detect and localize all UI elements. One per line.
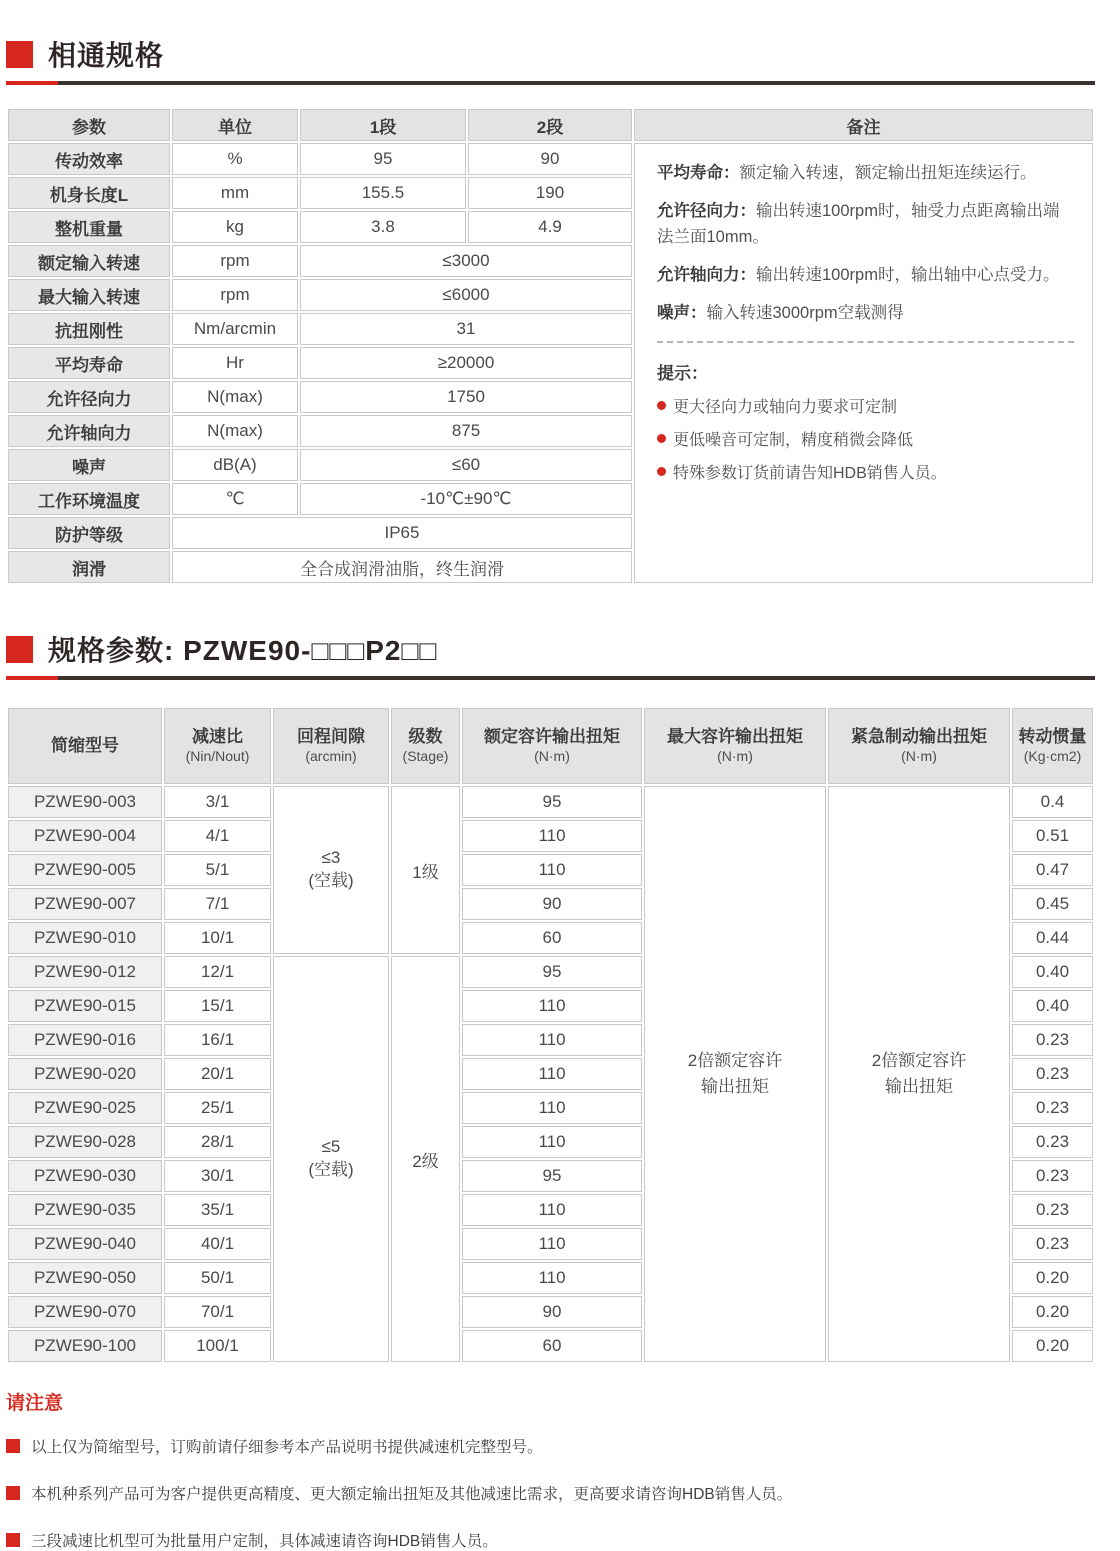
cell-inertia: 0.44 <box>1012 922 1093 954</box>
cell-inertia: 0.51 <box>1012 820 1093 852</box>
header-main: 简缩型号 <box>51 735 119 755</box>
cell-value: ≤60 <box>300 449 632 481</box>
cell-seg2: 190 <box>468 177 632 209</box>
cell-torque: 95 <box>462 786 642 818</box>
note-text: 额定输入转速，额定输出扭矩连续运行。 <box>739 164 1037 182</box>
brake-torque-text: 2倍额定容许输出扭矩 <box>871 1050 967 1096</box>
footer-notes <box>6 1388 1095 1551</box>
cell-model: PZWE90-025 <box>8 1092 162 1124</box>
cell-ratio: 35/1 <box>164 1194 271 1226</box>
header-max-torque <box>644 708 826 784</box>
cell-inertia: 0.23 <box>1012 1024 1093 1056</box>
section2-title: 规格参数: PZWE90-□□□P2□□ <box>48 635 438 666</box>
cell-torque: 110 <box>462 1024 642 1056</box>
header-sub: (N·m) <box>534 748 570 765</box>
cell-ratio: 10/1 <box>164 922 271 954</box>
cell-unit: Hr <box>172 347 298 379</box>
footer-title: 请注意 <box>6 1393 64 1414</box>
cell-value: IP65 <box>172 517 632 549</box>
cell-torque: 60 <box>462 1330 642 1362</box>
cell-inertia: 0.23 <box>1012 1092 1093 1124</box>
backlash-value: ≤5 <box>321 1137 341 1157</box>
notes-cell <box>634 143 1093 583</box>
cell-model: PZWE90-007 <box>8 888 162 920</box>
section1-header <box>6 34 1095 74</box>
table-header-row <box>8 109 1093 141</box>
cell-seg1: 155.5 <box>300 177 466 209</box>
header-model <box>8 708 162 784</box>
cell-model: PZWE90-020 <box>8 1058 162 1090</box>
cell-param: 工作环境温度 <box>8 483 170 515</box>
cell-param: 允许径向力 <box>8 381 170 413</box>
tip-item <box>657 460 1074 483</box>
cell-torque: 110 <box>462 820 642 852</box>
header-seg1: 1段 <box>300 109 466 141</box>
cell-stage-group1: 1级 <box>391 786 460 954</box>
note-label: 允许径向力： <box>657 201 756 220</box>
cell-param: 允许轴向力 <box>8 415 170 447</box>
cell-stage-group2: 2级 <box>391 956 460 1362</box>
cell-inertia: 0.23 <box>1012 1160 1093 1192</box>
header-main: 最大容许输出扭矩 <box>667 727 803 747</box>
cell-ratio: 25/1 <box>164 1092 271 1124</box>
cell-param: 润滑 <box>8 551 170 583</box>
cell-backlash-group1 <box>273 786 389 954</box>
header-sub: (Nin/Nout) <box>185 748 250 765</box>
cell-max-torque-merged <box>644 786 826 1362</box>
cell-unit: dB(A) <box>172 449 298 481</box>
backlash-value: ≤3 <box>321 848 341 868</box>
header-backlash <box>273 708 389 784</box>
table-header-row <box>8 708 1093 784</box>
tip-item <box>657 394 1074 417</box>
cell-model: PZWE90-100 <box>8 1330 162 1362</box>
cell-model: PZWE90-012 <box>8 956 162 988</box>
section1-title: 相通规格 <box>48 40 165 71</box>
cell-ratio: 20/1 <box>164 1058 271 1090</box>
cell-param: 防护等级 <box>8 517 170 549</box>
note-item <box>657 300 1074 327</box>
cell-unit: rpm <box>172 245 298 277</box>
cell-unit: Nm/arcmin <box>172 313 298 345</box>
cell-ratio: 40/1 <box>164 1228 271 1260</box>
cell-model: PZWE90-016 <box>8 1024 162 1056</box>
cell-ratio: 16/1 <box>164 1024 271 1056</box>
tip-text: 特殊参数订货前请告知HDB销售人员。 <box>673 464 947 482</box>
cell-model: PZWE90-028 <box>8 1126 162 1158</box>
cell-torque: 110 <box>462 1126 642 1158</box>
cell-ratio: 28/1 <box>164 1126 271 1158</box>
cell-unit: kg <box>172 211 298 243</box>
cell-inertia: 0.45 <box>1012 888 1093 920</box>
cell-torque: 110 <box>462 854 642 886</box>
backlash-condition: (空载) <box>308 1160 354 1179</box>
cell-torque: 110 <box>462 1228 642 1260</box>
note-item <box>657 160 1074 187</box>
cell-param: 抗扭刚性 <box>8 313 170 345</box>
common-spec-table <box>6 107 1095 585</box>
note-item <box>657 198 1074 251</box>
cell-inertia: 0.23 <box>1012 1228 1093 1260</box>
cell-torque: 110 <box>462 1058 642 1090</box>
bullet-dot-icon <box>657 401 666 410</box>
bullet-square-icon <box>6 1486 20 1500</box>
note-item <box>657 262 1074 289</box>
header-main: 回程间隙 <box>297 727 365 747</box>
cell-ratio: 4/1 <box>164 820 271 852</box>
cell-torque: 95 <box>462 1160 642 1192</box>
model-spec-table <box>6 706 1095 1364</box>
cell-unit: rpm <box>172 279 298 311</box>
cell-param: 额定输入转速 <box>8 245 170 277</box>
footer-item-text: 三段减速比机型可为批量用户定制，具体减速请咨询HDB销售人员。 <box>31 1533 498 1550</box>
cell-unit: N(max) <box>172 415 298 447</box>
cell-unit: ℃ <box>172 483 298 515</box>
cell-seg1: 3.8 <box>300 211 466 243</box>
header-param: 参数 <box>8 109 170 141</box>
cell-ratio: 15/1 <box>164 990 271 1022</box>
cell-torque: 90 <box>462 888 642 920</box>
footer-item-text: 以上仅为简缩型号，订购前请仔细参考本产品说明书提供减速机完整型号。 <box>31 1439 543 1456</box>
tips-title: 提示： <box>657 363 708 383</box>
header-sub: (N·m) <box>717 748 753 765</box>
cell-value: ≤6000 <box>300 279 632 311</box>
dashed-divider <box>657 341 1074 343</box>
note-text: 输出转速100rpm时，输出轴中心点受力。 <box>756 266 1060 285</box>
cell-param: 噪声 <box>8 449 170 481</box>
cell-param: 传动效率 <box>8 143 170 175</box>
cell-value: ≤3000 <box>300 245 632 277</box>
cell-ratio: 5/1 <box>164 854 271 886</box>
section-marker-icon <box>6 636 33 663</box>
section2-underline <box>6 676 1095 680</box>
cell-ratio: 12/1 <box>164 956 271 988</box>
cell-ratio: 50/1 <box>164 1262 271 1294</box>
cell-torque: 110 <box>462 990 642 1022</box>
backlash-condition: (空载) <box>308 871 354 890</box>
underline-red-accent <box>6 81 58 85</box>
bullet-square-icon <box>6 1439 20 1453</box>
note-label: 允许轴向力： <box>657 266 756 285</box>
header-sub: (arcmin) <box>305 748 357 765</box>
bullet-dot-icon <box>657 434 666 443</box>
cell-unit: mm <box>172 177 298 209</box>
cell-torque: 95 <box>462 956 642 988</box>
footer-item <box>6 1529 1095 1551</box>
section1-underline <box>6 81 1095 85</box>
tip-item <box>657 427 1074 450</box>
header-main: 级数 <box>408 727 443 747</box>
cell-param: 机身长度L <box>8 177 170 209</box>
cell-inertia: 0.23 <box>1012 1058 1093 1090</box>
cell-torque: 110 <box>462 1262 642 1294</box>
cell-param: 平均寿命 <box>8 347 170 379</box>
cell-value: 1750 <box>300 381 632 413</box>
cell-model: PZWE90-035 <box>8 1194 162 1226</box>
footer-item <box>6 1482 1095 1504</box>
cell-inertia: 0.23 <box>1012 1126 1093 1158</box>
header-main: 紧急制动输出扭矩 <box>851 727 987 747</box>
cell-backlash-group2 <box>273 956 389 1362</box>
header-stage <box>391 708 460 784</box>
cell-torque: 110 <box>462 1194 642 1226</box>
cell-param: 最大输入转速 <box>8 279 170 311</box>
cell-value: 875 <box>300 415 632 447</box>
tip-text: 更低噪音可定制，精度稍微会降低 <box>673 431 914 449</box>
cell-torque: 110 <box>462 1092 642 1124</box>
footer-item-text: 本机种系列产品可为客户提供更高精度、更大额定输出扭矩及其他减速比需求，更高要求请咨询HDB销售人员。 <box>31 1486 793 1503</box>
cell-value: 31 <box>300 313 632 345</box>
cell-value: ≥20000 <box>300 347 632 379</box>
header-main: 转动惯量 <box>1018 727 1087 747</box>
cell-value: 全合成润滑油脂，终生润滑 <box>172 551 632 583</box>
cell-model: PZWE90-050 <box>8 1262 162 1294</box>
cell-inertia: 0.20 <box>1012 1330 1093 1362</box>
cell-seg2: 90 <box>468 143 632 175</box>
cell-model: PZWE90-030 <box>8 1160 162 1192</box>
cell-value: -10℃±90℃ <box>300 483 632 515</box>
cell-model: PZWE90-003 <box>8 786 162 818</box>
cell-model: PZWE90-015 <box>8 990 162 1022</box>
cell-param: 整机重量 <box>8 211 170 243</box>
header-seg2: 2段 <box>468 109 632 141</box>
cell-model: PZWE90-004 <box>8 820 162 852</box>
cell-inertia: 0.40 <box>1012 990 1093 1022</box>
bullet-square-icon <box>6 1533 20 1547</box>
cell-ratio: 3/1 <box>164 786 271 818</box>
section2-header <box>6 629 1095 669</box>
note-text: 输入转速3000rpm空载测得 <box>706 303 904 322</box>
cell-inertia: 0.4 <box>1012 786 1093 818</box>
cell-ratio: 100/1 <box>164 1330 271 1362</box>
note-label: 平均寿命： <box>657 164 740 182</box>
cell-ratio: 7/1 <box>164 888 271 920</box>
header-brake-torque <box>828 708 1010 784</box>
header-note: 备注 <box>634 109 1093 141</box>
cell-unit: % <box>172 143 298 175</box>
cell-ratio: 70/1 <box>164 1296 271 1328</box>
note-label: 噪声： <box>657 303 707 322</box>
cell-model: PZWE90-070 <box>8 1296 162 1328</box>
cell-inertia: 0.23 <box>1012 1194 1093 1226</box>
cell-inertia: 0.20 <box>1012 1296 1093 1328</box>
cell-unit: N(max) <box>172 381 298 413</box>
header-sub: (Stage) <box>402 748 449 765</box>
header-unit: 单位 <box>172 109 298 141</box>
header-inertia <box>1012 708 1093 784</box>
note-text: 输出转速100rpm时，轴受力点距离输出端法兰面10mm。 <box>657 201 1060 247</box>
header-main: 额定容许输出扭矩 <box>484 727 620 747</box>
footer-item <box>6 1435 1095 1457</box>
cell-inertia: 0.20 <box>1012 1262 1093 1294</box>
cell-inertia: 0.47 <box>1012 854 1093 886</box>
cell-brake-torque-merged <box>828 786 1010 1362</box>
bullet-dot-icon <box>657 467 666 476</box>
header-sub: (N·m) <box>901 748 937 765</box>
cell-inertia: 0.40 <box>1012 956 1093 988</box>
max-torque-text: 2倍额定容许输出扭矩 <box>687 1050 783 1096</box>
cell-model: PZWE90-005 <box>8 854 162 886</box>
table-row <box>8 143 1093 175</box>
underline-red-accent <box>6 676 58 680</box>
cell-seg1: 95 <box>300 143 466 175</box>
cell-torque: 90 <box>462 1296 642 1328</box>
header-sub: (Kg·cm2) <box>1023 748 1082 765</box>
header-main: 减速比 <box>192 727 243 747</box>
table-row <box>8 786 1093 818</box>
header-ratio <box>164 708 271 784</box>
cell-torque: 60 <box>462 922 642 954</box>
tip-text: 更大径向力或轴向力要求可定制 <box>673 398 898 416</box>
cell-seg2: 4.9 <box>468 211 632 243</box>
cell-ratio: 30/1 <box>164 1160 271 1192</box>
cell-model: PZWE90-010 <box>8 922 162 954</box>
cell-model: PZWE90-040 <box>8 1228 162 1260</box>
header-rated-torque <box>462 708 642 784</box>
section-marker-icon <box>6 41 33 68</box>
